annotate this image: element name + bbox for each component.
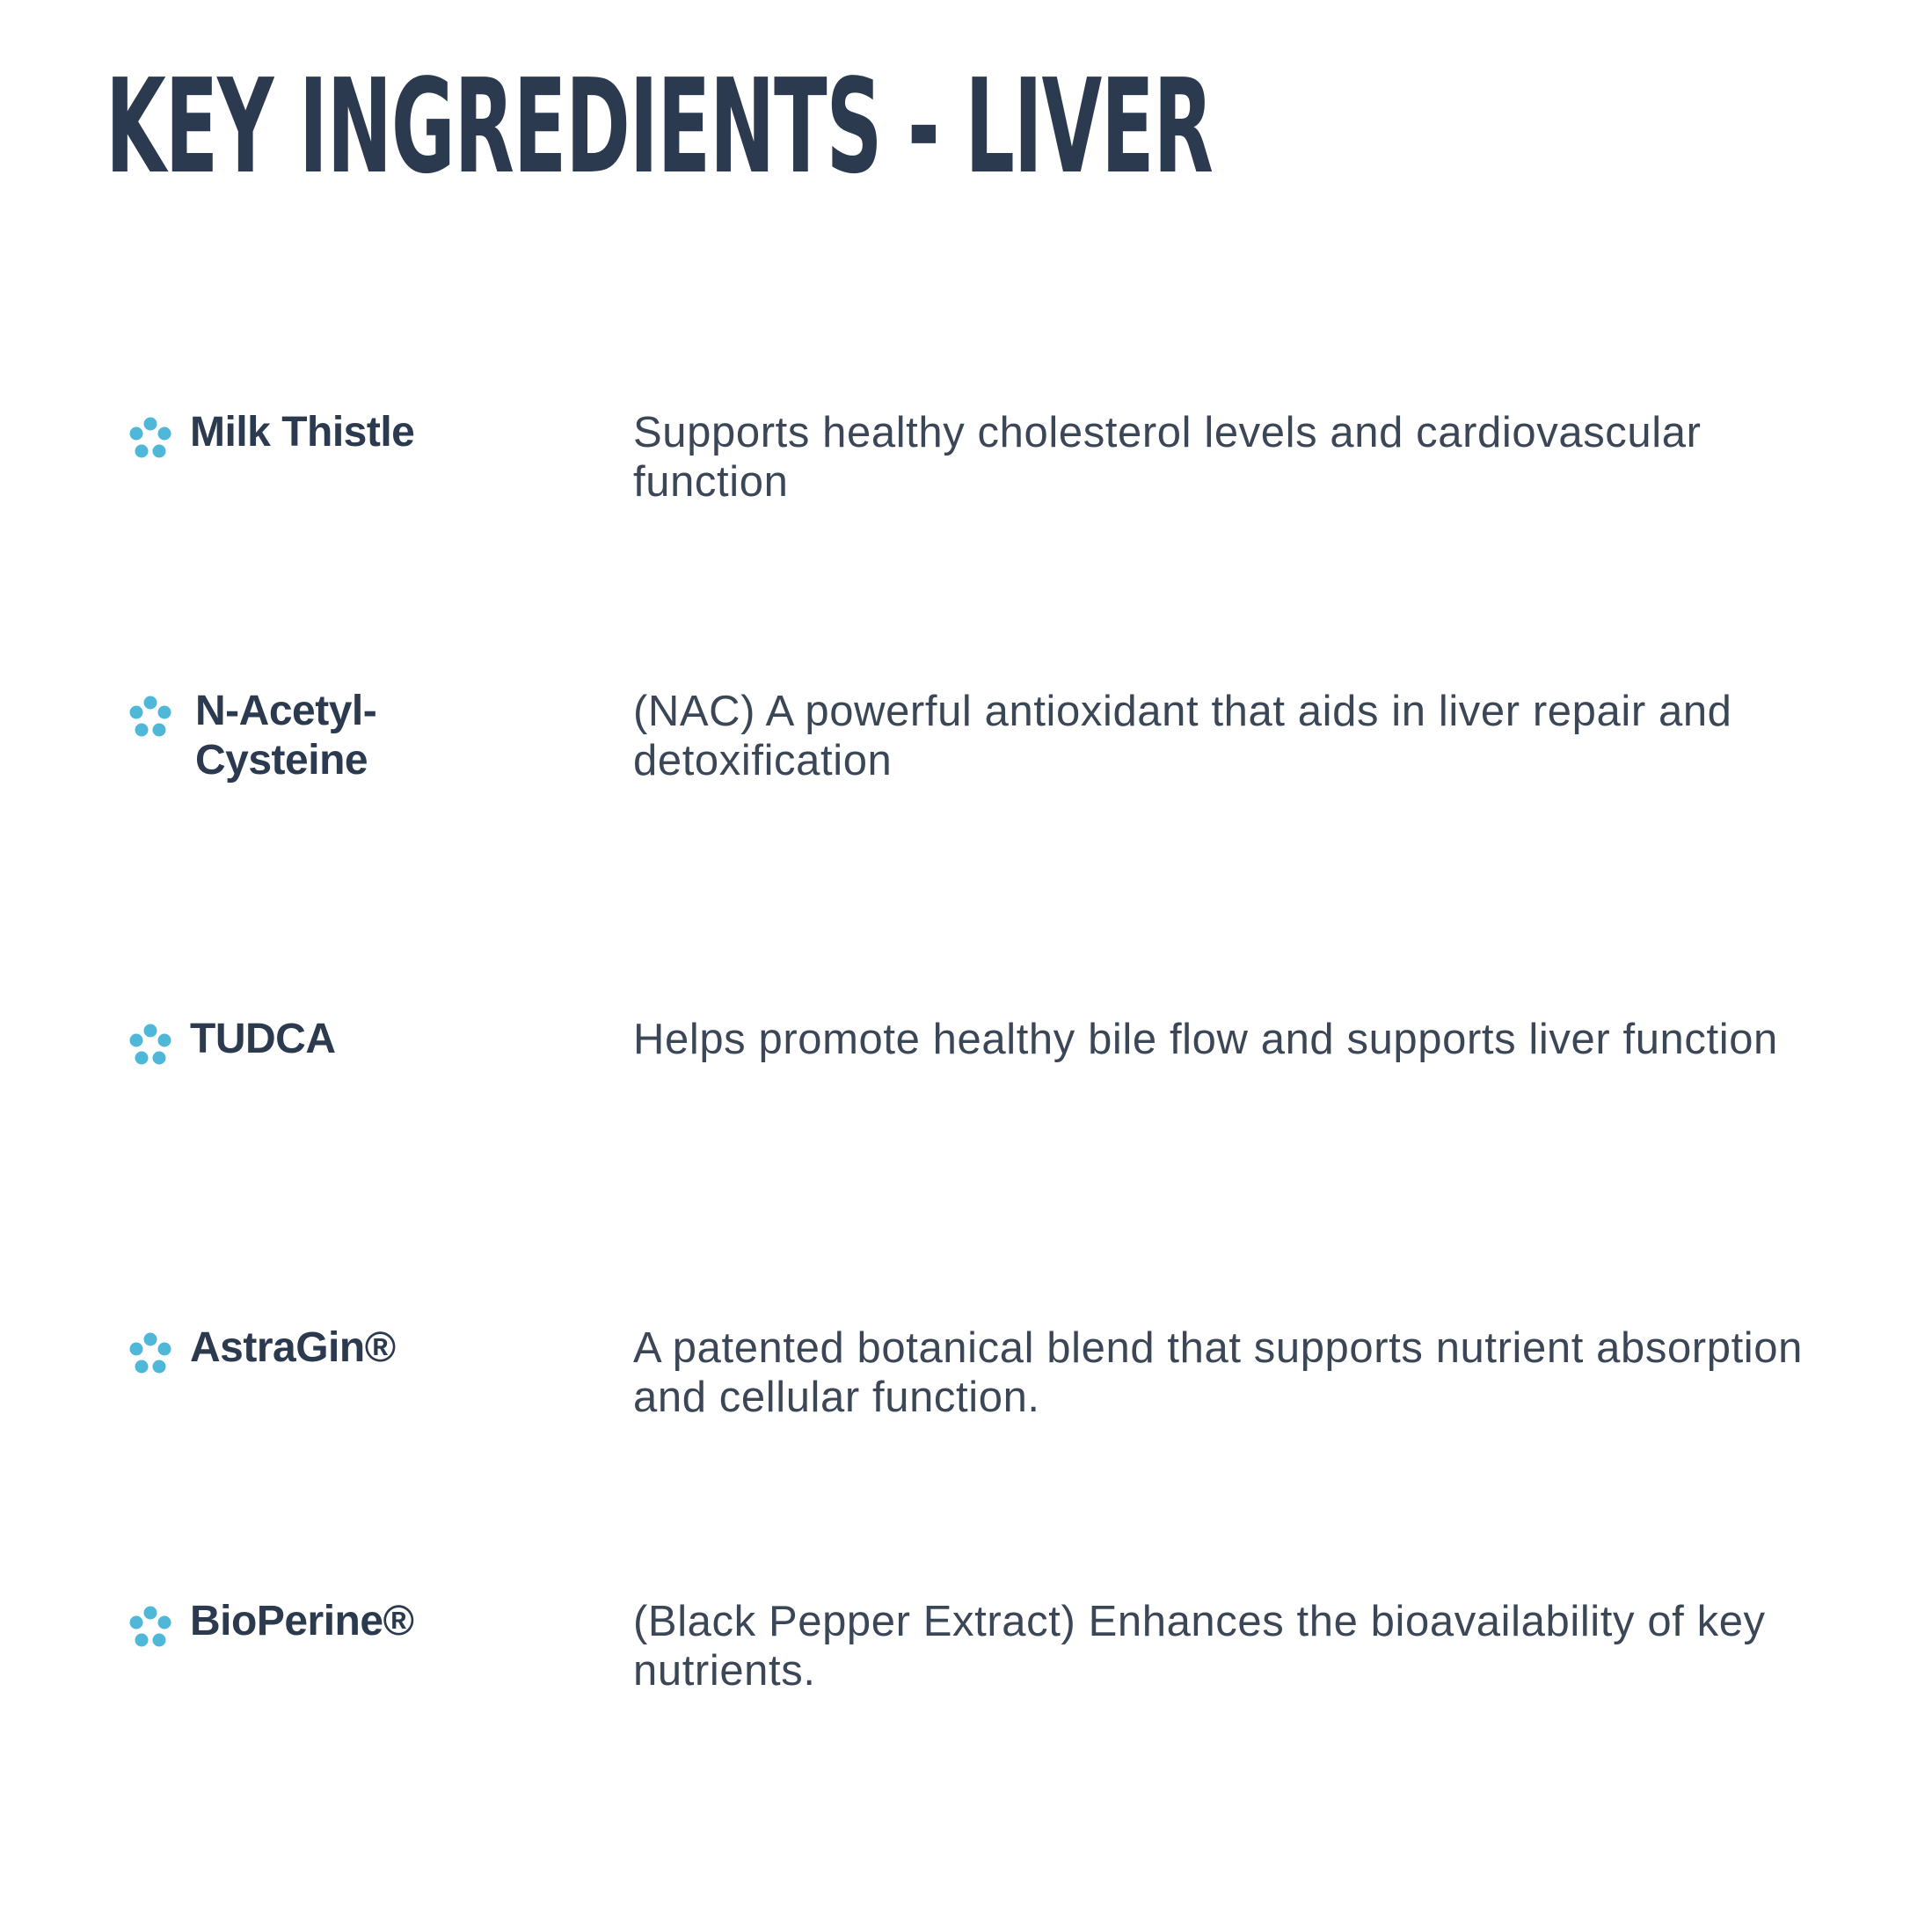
flower-cluster-icon xyxy=(128,417,172,461)
ingredient-description: Supports healthy cholesterol levels and cardiovascular function xyxy=(633,409,1702,506)
flower-cluster-icon xyxy=(128,1606,172,1650)
ingredient-name: N-Acetyl-Cysteine xyxy=(195,688,377,784)
ingredient-description: A patented botanical blend that supports nutrient absorption and cellular function. xyxy=(633,1324,1803,1421)
ingredient-name: Milk Thistle xyxy=(190,409,415,456)
flower-cluster-icon xyxy=(128,1332,172,1376)
ingredient-name: AstraGin® xyxy=(190,1324,396,1371)
ingredient-description: (Black Pepper Extract) Enhances the bioavailability of key nutrients. xyxy=(633,1598,1766,1695)
ingredient-name: TUDCA xyxy=(190,1016,336,1062)
flower-cluster-icon xyxy=(128,696,172,740)
flower-cluster-icon xyxy=(128,1024,172,1068)
ingredient-description: (NAC) A powerful antioxidant that aids in liver repair and detoxification xyxy=(633,688,1732,784)
ingredient-description: Helps promote healthy bile flow and supports liver function xyxy=(633,1016,1778,1063)
page-title: KEY INGREDIENTS - LIVER xyxy=(106,51,1213,202)
ingredient-name: BioPerine® xyxy=(190,1598,414,1644)
